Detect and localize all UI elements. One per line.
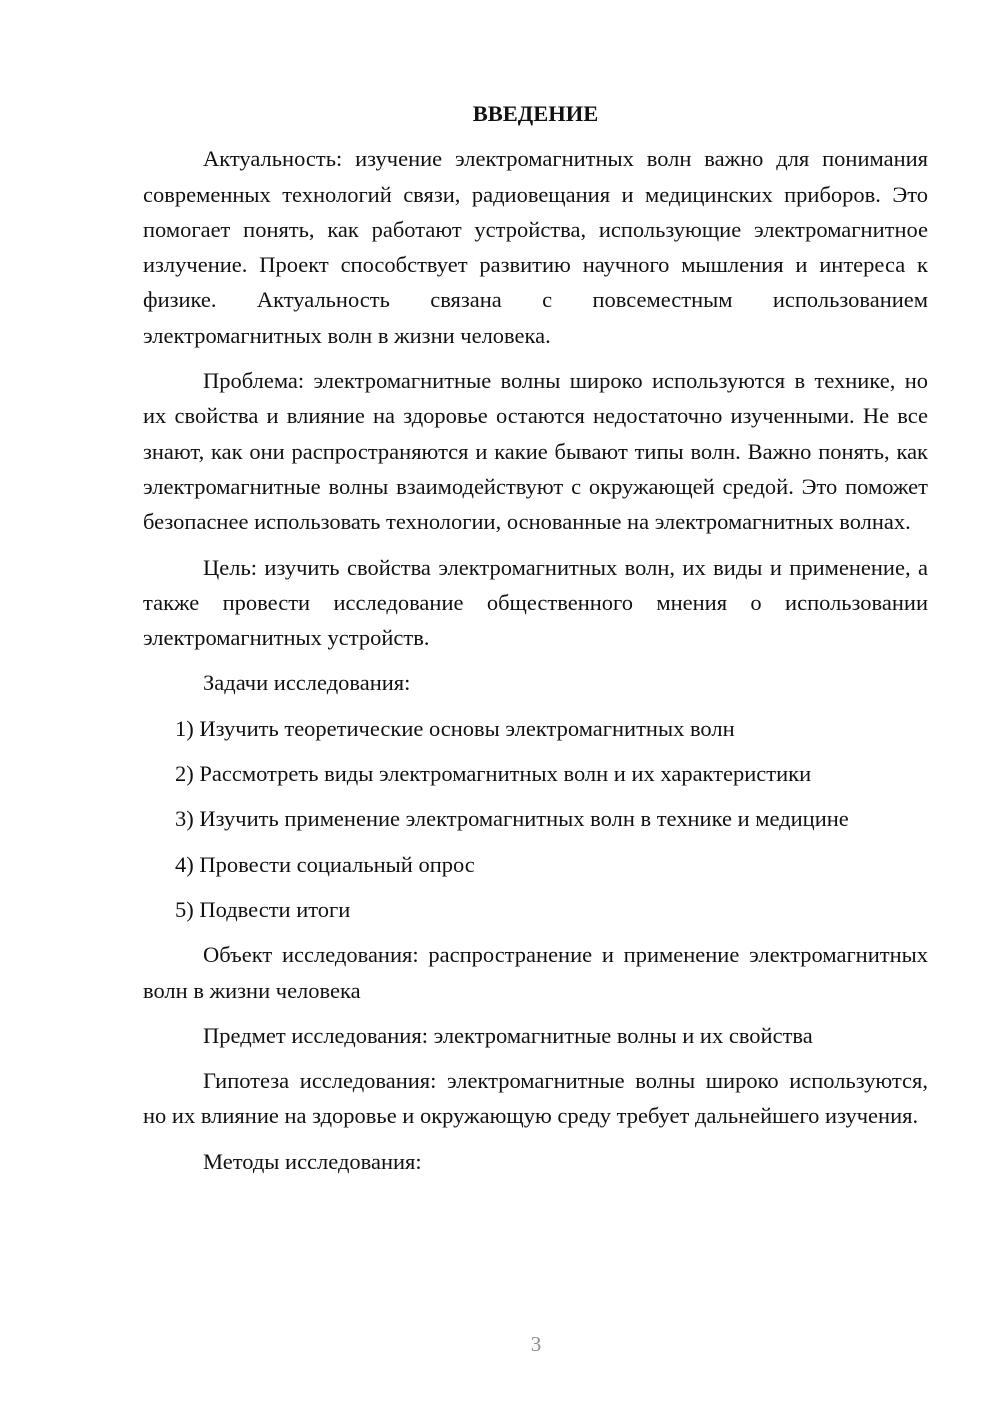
methods-heading: Методы исследования:	[203, 1148, 422, 1174]
task-item: 5) Подвести итоги	[175, 896, 351, 922]
page-number: 3	[530, 1332, 542, 1356]
paragraph-goal: Цель: изучить свойства электромагнитных волн, их виды и применение, а также провести исследование общественного мнения о использовании электромагнитных устройств.	[143, 554, 928, 651]
page-content	[143, 96, 928, 1189]
task-item: 3) Изучить применение электромагнитных волн в технике и медицине	[175, 806, 849, 832]
task-item: 1) Изучить теоретические основы электромагнитных волн	[175, 715, 735, 741]
task-item: 4) Провести социальный опрос	[175, 851, 475, 877]
paragraph-hypothesis: Гипотеза исследования: электромагнитные волны широко используются, но их влияние на здоровье и окружающую среду требует дальнейшего изучения.	[143, 1068, 928, 1129]
task-item: 2) Рассмотреть виды электромагнитных волн и их характеристики	[175, 761, 812, 787]
paragraph-actuality: Актуальность: изучение электромагнитных волн важно для понимания современных технологий связи, радиовещания и медицинских приборов. Это помогает понять, как работают устройства, использующие электромагнитное излучение. Проект способствует развитию научного мышления и интереса к физике. Актуальность связана с повсеместным использованием электромагнитных волн в жизни человека.	[143, 146, 928, 348]
paragraph-object: Объект исследования: распространение и применение электромагнитных волн в жизни человека	[143, 942, 928, 1003]
section-title: ВВЕДЕНИЕ	[472, 101, 599, 126]
paragraph-subject: Предмет исследования: электромагнитные волны и их свойства	[203, 1022, 813, 1048]
paragraph-problem: Проблема: электромагнитные волны широко используются в технике, но их свойства и влияние на здоровье остаются недостаточно изученными. Не все знают, как они распространяются и какие бывают типы волн. Важно понять, как электромагнитные волны взаимодействуют с окружающей средой. Это поможет безопаснее использовать технологии, основанные на электромагнитных волнах.	[143, 368, 928, 535]
tasks-heading: Задачи исследования:	[203, 670, 411, 696]
tasks-list	[143, 711, 928, 927]
